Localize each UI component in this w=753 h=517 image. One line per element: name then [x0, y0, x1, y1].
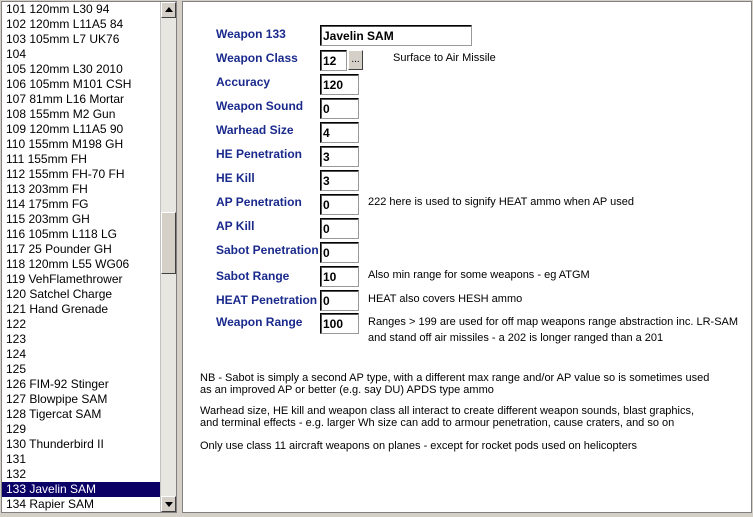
weapon-list-panel	[1, 1, 177, 513]
scroll-thumb[interactable]	[161, 212, 176, 274]
list-item[interactable]: 124	[6, 347, 27, 361]
warhead-footnote-line1: Warhead size, HE kill and weapon class all interact to create different weapon sounds, blast graphics,	[200, 405, 695, 417]
list-scrollbar[interactable]	[160, 2, 176, 512]
list-item[interactable]: 133 Javelin SAM	[2, 482, 160, 497]
list-item[interactable]: 113 203mm FH	[6, 182, 88, 196]
list-item[interactable]: 121 Hand Grenade	[6, 302, 109, 316]
weapon-range-input[interactable]	[320, 313, 359, 334]
list-item[interactable]: 132	[6, 467, 27, 481]
list-item[interactable]: 110 155mm M198 GH	[6, 137, 124, 151]
weapon-sound-input[interactable]	[320, 98, 359, 119]
list-item[interactable]: 111 155mm FH	[6, 152, 87, 166]
heat-penetration-label: HEAT Penetration	[216, 293, 318, 307]
sabot-penetration-label: Sabot Penetration	[216, 243, 319, 257]
ap-kill-label: AP Kill	[216, 219, 255, 233]
he-kill-input[interactable]	[320, 170, 359, 191]
weapon-name-input[interactable]	[320, 25, 472, 46]
list-item[interactable]: 125	[6, 362, 27, 376]
list-item[interactable]: 102 120mm L11A5 84	[6, 17, 124, 31]
list-item[interactable]: 104	[6, 47, 27, 61]
he-penetration-input[interactable]	[320, 146, 359, 167]
list-item[interactable]: 126 FIM-92 Stinger	[6, 377, 109, 391]
list-item[interactable]: 117 25 Pounder GH	[6, 242, 112, 256]
weapon-name-label: Weapon 133	[216, 27, 286, 41]
weapon-class-browse-button[interactable]: ...	[348, 50, 363, 70]
list-item[interactable]: 123	[6, 332, 27, 346]
list-item[interactable]: 120 Satchel Charge	[6, 287, 113, 301]
list-item[interactable]: 129	[6, 422, 27, 436]
warhead-size-label: Warhead Size	[216, 123, 294, 137]
weapon-detail-panel	[182, 1, 752, 513]
sabot-penetration-input[interactable]	[320, 242, 359, 263]
warhead-footnote-line2: and terminal effects - e.g. larger Wh size can add to armour penetration, cause craters, and so on	[200, 417, 675, 429]
sabot-range-label: Sabot Range	[216, 269, 290, 283]
sabot-range-note: Also min range for some weapons - eg ATGM	[368, 269, 590, 281]
sabot-footnote	[200, 372, 730, 396]
list-item[interactable]: 115 203mm GH	[6, 212, 90, 226]
ap-penetration-input[interactable]	[320, 194, 359, 215]
list-item[interactable]: 116 105mm L118 LG	[6, 227, 117, 241]
sabot-footnote-line2: as an improved AP or better (e.g. say DU) APDS type ammo	[200, 384, 494, 396]
heat-penetration-note: HEAT also covers HESH ammo	[368, 293, 523, 305]
list-item[interactable]: 118 120mm L55 WG06	[6, 257, 130, 271]
heat-penetration-input[interactable]	[320, 290, 359, 311]
list-item[interactable]: 112 155mm FH-70 FH	[6, 167, 125, 181]
weapon-class-input[interactable]	[320, 50, 347, 71]
weapon-class-label: Weapon Class	[216, 51, 298, 65]
list-item[interactable]: 122	[6, 317, 27, 331]
weapon-range-note-line2: and stand off air missiles - a 202 is longer ranged than a 201	[368, 332, 664, 344]
list-item[interactable]: 105 120mm L30 2010	[6, 62, 123, 76]
weapon-class-description: Surface to Air Missile	[393, 52, 496, 64]
list-item[interactable]: 106 105mm M101 CSH	[6, 77, 132, 91]
arrow-down-icon	[165, 502, 173, 507]
weapon-range-label: Weapon Range	[216, 315, 303, 329]
list-item[interactable]: 119 VehFlamethrower	[6, 272, 123, 286]
class11-footnote: Only use class 11 aircraft weapons on planes - except for rocket pods used on helicopters	[200, 440, 637, 452]
weapon-sound-label: Weapon Sound	[216, 99, 304, 113]
list-item[interactable]: 128 Tigercat SAM	[6, 407, 102, 421]
he-penetration-label: HE Penetration	[216, 147, 303, 161]
scroll-up-button[interactable]	[161, 2, 176, 18]
ap-penetration-note: 222 here is used to signify HEAT ammo when AP used	[368, 196, 634, 208]
list-item[interactable]: 127 Blowpipe SAM	[6, 392, 108, 406]
list-item[interactable]: 103 105mm L7 UK76	[6, 32, 120, 46]
list-item[interactable]: 109 120mm L11A5 90	[6, 122, 124, 136]
arrow-up-icon	[165, 7, 173, 12]
list-item[interactable]: 108 155mm M2 Gun	[6, 107, 116, 121]
he-kill-label: HE Kill	[216, 171, 255, 185]
list-item[interactable]: 107 81mm L16 Mortar	[6, 92, 125, 106]
warhead-footnote	[200, 405, 730, 429]
weapon-list[interactable]	[2, 2, 160, 512]
list-item[interactable]: 101 120mm L30 94	[6, 2, 110, 16]
scroll-down-button[interactable]	[161, 496, 176, 512]
list-item[interactable]: 131	[6, 452, 27, 466]
ap-penetration-label: AP Penetration	[216, 195, 302, 209]
ap-kill-input[interactable]	[320, 218, 359, 239]
accuracy-label: Accuracy	[216, 75, 271, 89]
list-item[interactable]: 114 175mm FG	[6, 197, 89, 211]
list-item[interactable]: 130 Thunderbird II	[6, 437, 104, 451]
warhead-size-input[interactable]	[320, 122, 359, 143]
weapon-range-note-line1: Ranges > 199 are used for off map weapons range abstraction inc. LR-SAM	[368, 316, 739, 328]
accuracy-input[interactable]	[320, 74, 359, 95]
sabot-footnote-line1: NB - Sabot is simply a second AP type, with a different max range and/or AP value so is sometimes used	[200, 372, 710, 384]
sabot-range-input[interactable]	[320, 266, 359, 287]
list-item[interactable]: 134 Rapier SAM	[6, 497, 95, 511]
